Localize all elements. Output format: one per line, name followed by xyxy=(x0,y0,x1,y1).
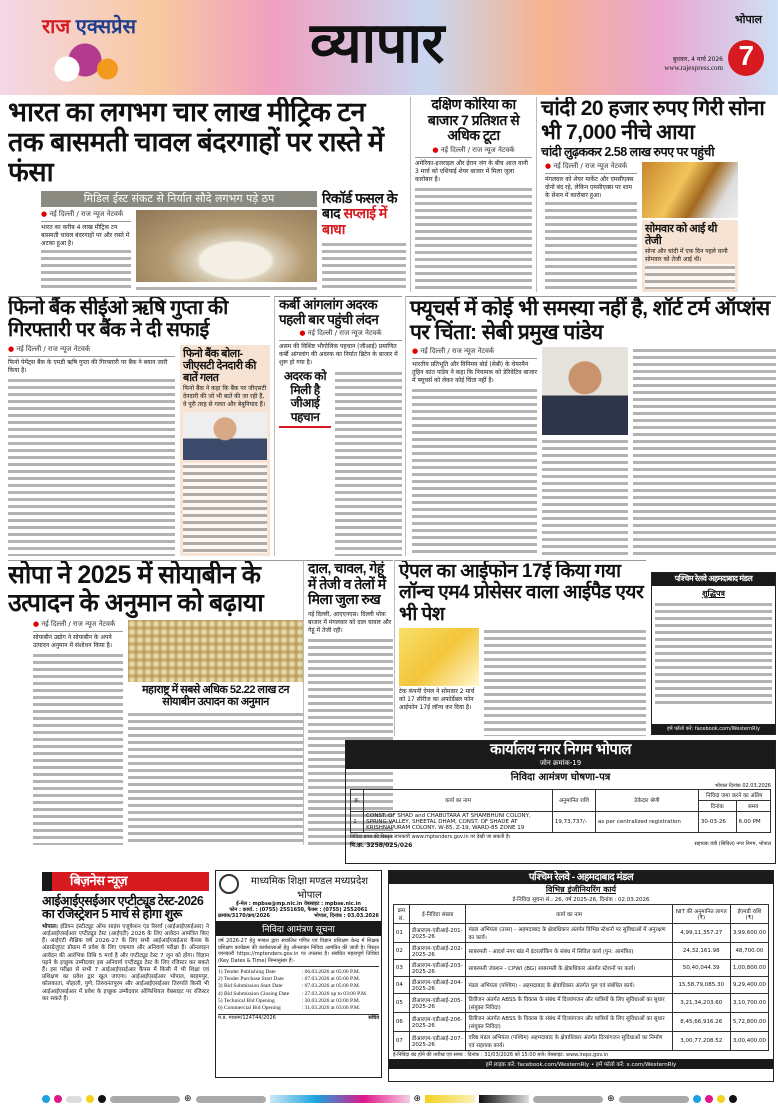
color-scale xyxy=(270,1095,410,1103)
ad-title: माध्यमिक शिक्षा मण्डल मध्यप्रदेश xyxy=(250,876,369,887)
byline: ● नई दिल्ली / राज न्यूज नेटवर्क xyxy=(41,210,131,222)
headline: आईआईएसईआर एप्टीट्यूड टेस्ट-2026 का रजिस्ट्रेशन 5 मार्च से होगा शुरू xyxy=(42,893,204,921)
cell: 4,99,11,357.27 xyxy=(672,924,730,943)
ad-org: पश्चिम रेलवे अहमदाबाद मंडल xyxy=(652,573,775,586)
cell: 8,45,66,916.26 xyxy=(672,1013,730,1032)
cell: 05 xyxy=(393,994,409,1013)
cell: 24,32,161.98 xyxy=(672,943,730,960)
cell: डीआरएम-एडीआई-206-2025-26 xyxy=(409,1013,466,1032)
lead: सोयाबीन उद्योग ने सोयाबीन के अपने उत्पादन अनुमान में संशोधन किया है। xyxy=(33,634,113,649)
cell: 19,73,737/- xyxy=(552,811,595,832)
lead: अमेरिका-इजराइल और ईरान जंग के बीच आज यानी 3 मार्च को एशियाई शेयर बाजार में मिला जुला कारोबार है। xyxy=(415,160,528,184)
table-row xyxy=(393,977,768,994)
ad-title: विभिन्न इंजीनियरिंग कार्य xyxy=(545,885,617,895)
table-row xyxy=(393,1013,768,1032)
side-headline xyxy=(322,191,406,238)
cell: 1,00,800.00 xyxy=(730,960,768,977)
key-date-row xyxy=(218,1005,379,1012)
key-date-label: 6) Commercial Bid Opening xyxy=(218,1005,281,1012)
cyan-dot xyxy=(693,1095,701,1103)
body-text: इंडियन इंस्टीट्यूट ऑफ साइंस एजुकेशन एंड रिसर्च (आईआईएसईआर) ने आईआईएसईआर एप्टीट्यूड टेस्ट (आईएटी) 2026 के लिए आवेदन आमंत्रित किए हैं। आईएटी शैक्षिक वर्ष 2026-27 के लिए सभी आईआईएसईआर कैंपस के अंडरग्रेजुएट प्रोग्राम में प्रवेश के लिए एकमात्र और अनिवार्य परीक्षा है। ऑनलाइन आवेदन की आरंभिक तिथि 5 मार्च है और एप्टीट्यूड टेस्ट 7 जून को होगा। विज्ञान पढ़ने के इच्छुक उम्मीदवार इस अनिवार्य एप्टीट्यूड टेस्ट के लिए रजिस्टर कर सकते हैं। इस परीक्षा से सभी 7 आईआईएसईआर कैंपस में किसी में भी शिक्षा एवं प्रशिक्षण का प्रवेश द्वार खुल जाएगा। आईआईएसईआर भोपाल, बरहमपुर, कोलकाता, मोहाली, पुणे, तिरुवनंतपुरम और आईआईएसईआर तिरुपति किसी भी आईआईएसईआर में प्रवेश के इच्छुक उम्मीदवार ऑफिशियल वेबसाइट पर रजिस्टर कर सकते हैं। xyxy=(42,923,210,1002)
table-row xyxy=(351,811,770,832)
key-date-label: 4) Bid Submission Closing Date xyxy=(218,990,290,997)
magenta-dot xyxy=(54,1095,62,1103)
yellow-dot xyxy=(86,1095,94,1103)
callout: अदरक को मिली है जीआई पहचान xyxy=(279,370,331,428)
ad-footer-ref: म.प्र. माध्यम/124744/2026 xyxy=(218,1015,276,1022)
key-date-row xyxy=(218,983,379,990)
text-column xyxy=(8,345,175,556)
ad-ref: पि.क्र. 3258/025/026 xyxy=(350,841,413,849)
cell: डीआरएम-एडीआई-205-2025-26 xyxy=(409,994,466,1013)
key-date-label: 5) Technical Bid Opening xyxy=(218,997,275,1004)
dateline: भोपाल। xyxy=(42,923,58,930)
ad-municipal-tender xyxy=(345,740,776,864)
ad-footer xyxy=(346,841,775,849)
cell: as per centralized registration xyxy=(596,811,699,832)
black-dot xyxy=(729,1095,737,1103)
cell: 04 xyxy=(393,977,409,994)
gray-bar xyxy=(619,1096,689,1103)
key-date-value: : 30.03.2026 at 03:00 P.M. xyxy=(301,997,361,1004)
table-row xyxy=(393,994,768,1013)
logo-left: राज xyxy=(42,16,71,38)
cell: मंडल अभियंता (पश्चिम) - अहमदाबाद के क्षेत्राधिकार अंतर्गत पुल एवं संबंधित कार्य। xyxy=(466,977,672,994)
th: निविदा जमा करने का अंतिम xyxy=(698,789,770,800)
cell: साबरमती - आदर्श नगर खंड में इंटरलॉकिंग के संबंध में सिविल कार्य (पुन: आमंत्रित) xyxy=(466,943,672,960)
story-basmati xyxy=(8,97,406,292)
th: कार्य का नाम xyxy=(466,905,672,924)
table-row xyxy=(393,1032,768,1051)
ad-railway-tender xyxy=(388,870,774,1082)
th: समय xyxy=(736,800,770,811)
ad-railway-corrigendum xyxy=(651,572,776,735)
key-date-label: 1) Tender Publishing Date xyxy=(218,969,276,975)
story-body xyxy=(41,191,406,292)
banner: महाराष्ट्र में सबसे अधिक 52.22 लाख टन सोयाबीन उत्पादन का अनुमान xyxy=(141,684,290,709)
city: भोपाल xyxy=(734,13,762,26)
story-silver xyxy=(536,97,776,292)
body-text xyxy=(335,370,402,556)
text-column xyxy=(412,347,537,556)
masthead xyxy=(0,0,778,95)
headline: दाल, चावल, गेहूं में तेजी व तेलों में मिला जुला रुख xyxy=(308,560,386,608)
ad-footer: हमें लाइक करें: facebook.com/WesternRly • हमें फॉलो करें: x.com/WesternRly xyxy=(389,1059,773,1069)
byline: ● नई दिल्ली / राज न्यूज नेटवर्क xyxy=(279,329,402,341)
story-body xyxy=(545,162,776,292)
th: क्रम सं. xyxy=(393,905,409,924)
table-row xyxy=(393,943,768,960)
text-column xyxy=(545,162,637,292)
key-date-value: : 31.03.2026 at 03:00 P.M. xyxy=(301,1005,361,1012)
cell: डीआरएम-एडीआई-201-2025-26 xyxy=(409,924,466,943)
ad-footer: हमें फॉलो करें: facebook.com/WesternRly xyxy=(652,724,775,734)
holi-illustration xyxy=(40,42,130,87)
cell: 48,700.00 xyxy=(730,943,768,960)
tender-table xyxy=(393,904,769,1051)
magenta-dot xyxy=(705,1095,713,1103)
story-ginger xyxy=(274,296,402,556)
cell: मंडल अभियंता (उत्तर) - अहमदाबाद के क्षेत्राधिकार अंतर्गत विभिन्न स्टेशनों पर सुविधाओं में अनुरक्षण का कार्य। xyxy=(466,924,672,943)
headline: फ्यूचर्स में कोई भी समस्या नहीं है, शॉर्ट टर्म ऑप्शंस पर चिंता: सेबी प्रमुख पांडेय xyxy=(410,297,770,344)
cell: 06 xyxy=(393,1013,409,1032)
gray-scale xyxy=(479,1095,529,1103)
lead: भारतीय प्रतिभूति और विनिमय बोर्ड (सेबी) के चेयरमैन तुहिन कांत पांडेय ने कहा कि नियामक को डेरिवेटिव बाजार में फ्यूचर्स को लेकर कोई चिंता नहीं है। xyxy=(412,361,537,385)
th: क्र. xyxy=(351,789,364,811)
cell: 9,29,400.00 xyxy=(730,977,768,994)
sebi-chief-photo xyxy=(542,347,628,435)
gray-bar xyxy=(196,1096,266,1103)
cell: डिवीजन अंतर्गत ABSS के विकास के संबंध में दिव्यांगजन और यात्रियों के लिए सुविधाओं का सुधार (संयुक्त निविदा) xyxy=(466,994,672,1013)
cell: 3,10,700.00 xyxy=(730,994,768,1013)
info-box xyxy=(642,220,738,292)
date: बुधवार, 4 मार्च 2026 xyxy=(672,56,723,63)
story-fino xyxy=(8,296,270,556)
yellow-dot xyxy=(717,1095,725,1103)
cell: 30-03-26 xyxy=(698,811,736,832)
ad-text xyxy=(655,601,772,706)
tender-table xyxy=(350,789,770,833)
cell: 5,72,800.00 xyxy=(730,1013,768,1032)
cell: डीआरएम-एडीआई-202-2025-26 xyxy=(409,943,466,960)
yellow-scale xyxy=(425,1095,475,1103)
side-headline-red: सप्लाई में बाधा xyxy=(322,205,387,238)
main-columns xyxy=(41,191,317,292)
lead: नई दिल्ली, आएएनएस। दिल्ली थोक बाजार में मंगलवार को दाल चावल और गेहूं में तेजी रही। xyxy=(308,611,392,635)
cell: साबरमती जंक्शन - CPWI (BG) साबरमती के क्षेत्राधिकार अंतर्गत स्टेशनों पर कार्य। xyxy=(466,960,672,977)
ad-terms: निविदा प्रपत्र की विस्तृत जानकारी www.mptenders.gov.in पर देखी जा सकती है। xyxy=(350,833,511,840)
ad-notice: ई-निविदा सूचना सं.: 26, वर्ष 2025-26, दिनांक : 02.03.2026 xyxy=(512,897,650,904)
byline: ● नई दिल्ली / राज न्यूज नेटवर्क xyxy=(33,620,123,632)
gray-bar xyxy=(66,1096,82,1103)
body-text xyxy=(128,711,303,845)
ad-body: वर्ष 2026-27 हेतु मण्डल द्वारा संचालित गणित एवं विज्ञान प्रशिक्षण केन्द्र में शिक्षक प्रशिक्षण कार्यक्रम की कार्यशालाओं हेतु ऑनलाइन निविदा आमंत्रित की जाती है। विस्तृत जानकारी https://mptenders.gov.in पर उपलब्ध है। संबंधित महत्वपूर्ण तिथियां (Key Dates & Time) निम्नानुसार हैं:- xyxy=(218,938,379,964)
ad-subtitle: निविदा आमंत्रण घोषणा-पत्र xyxy=(510,771,611,783)
ad-contact: ई-मेल : mpbse@mp.nic.in वेबसाइट : mpbse.nic.in xyxy=(236,901,361,907)
side-column xyxy=(322,191,406,292)
th: दिनांक xyxy=(698,800,736,811)
lead: भारत का करीब 4 लाख मीट्रिक टन बासमती चावल बंदरगाहों पर और रास्ते में अटका हुआ है। xyxy=(41,223,130,247)
headline: दक्षिण कोरिया का बाजार 7 प्रतिशत से अधिक टूटा xyxy=(427,97,520,144)
cell: वरिष्ठ मंडल अभियंता (पश्चिम) अहमदाबाद के क्षेत्राधिकार अंतर्गत दिव्यांगजन सुविधाओं का निर्माण एवं सहायक कार्य। xyxy=(466,1032,672,1051)
headline: फिनो बैंक सीईओ ऋषि गुप्ता की गिरफ्तारी पर बैंक ने दी सफाई xyxy=(8,297,228,342)
key-date-value: : 06.03.2026 at 05:00 P.M. xyxy=(301,969,361,975)
th: ईएमडी राशि (₹) xyxy=(730,905,768,924)
th: कार्य का नाम xyxy=(364,789,553,811)
table-row xyxy=(393,924,768,943)
ad-ref: क्रमांक/3170/क्रय/2026 xyxy=(218,913,271,919)
body-text xyxy=(412,387,537,556)
cell: 3,00,77,208.52 xyxy=(672,1032,730,1051)
story-body xyxy=(399,628,646,736)
body xyxy=(42,924,209,1003)
cell: 3,99,600.00 xyxy=(730,924,768,943)
crosshair-icon: ⊕ xyxy=(607,1094,615,1104)
lead: फिनो पेमेंट्स बैंक के एमडी ऋषि गुप्ता की गिरफ्तारी पर बैंक ने बयान जारी किया है। xyxy=(8,358,168,374)
key-date-label: 2) Tender Purchase Start Date xyxy=(218,976,284,983)
cell: CONST. OF SHAD and CHABUTARA AT SHAMBHUNI COLONY, SPRING VALLEY, SHEETAL DHAM, CONST. OF SHADE AT KRISHNAPURAM COLONY, W-85, Z-19, WARD-85 ZONE 19 xyxy=(364,811,553,832)
callout-row xyxy=(279,370,402,556)
cell: 07 xyxy=(393,1032,409,1051)
cell: 50,40,044.39 xyxy=(672,960,730,977)
crosshair-icon: ⊕ xyxy=(413,1094,422,1104)
th: NIT की अनुमानित लागत (₹) xyxy=(672,905,730,924)
ad-title: शुद्धिपत्र xyxy=(702,588,725,598)
ceo-photo xyxy=(183,412,267,460)
lead: मंगलवार को शेयर मार्केट और एमसीएक्स दोनों बंद रहे, लेकिन एमसीएक्स पर शाम के सेशन में कारोबार हुआ। xyxy=(545,176,634,200)
key-date-label: 3) Bid Submission Start Date xyxy=(218,983,283,990)
cell: डीआरएम-एडीआई-207-2025-26 xyxy=(409,1032,466,1051)
ad-mpbse-tender xyxy=(215,870,382,1078)
cell: 3,21,34,203.60 xyxy=(672,994,730,1013)
ad-signatory: सचिव xyxy=(368,1015,379,1022)
body-text xyxy=(8,377,175,556)
text-column xyxy=(33,620,123,845)
section-title: व्यापार xyxy=(310,11,444,74)
section-label: बिज़नेस न्यूज़ xyxy=(42,872,209,891)
key-date-row xyxy=(218,991,379,998)
ad-closing: ई-निविदा बंद होने की तारीख एवं समय : दिनांक : 31/03/2026 को 15:00 बजे। वेबसाइट: www.ireps.gov.in xyxy=(393,1052,609,1059)
key-date-value: : 27.03.2026 up to 03:00 P.M. xyxy=(301,990,368,997)
cell: 03 xyxy=(393,960,409,977)
ad-zone: जोन क्रमांक-19 xyxy=(539,758,582,767)
page-number: 7 xyxy=(728,40,764,76)
cell: 1 xyxy=(351,811,364,832)
image-column xyxy=(128,620,303,845)
soybean-image xyxy=(128,620,303,682)
cell: 6.00 PM xyxy=(736,811,770,832)
th: ठेकेदार श्रेणी xyxy=(596,789,699,811)
ad-date: भोपाल दिनांक 02.03.2026 xyxy=(714,782,771,789)
body-text xyxy=(633,347,776,556)
key-dates xyxy=(218,966,379,1012)
story-sebi xyxy=(405,296,776,556)
story-soya xyxy=(8,560,303,845)
body-text xyxy=(545,200,637,292)
text-column xyxy=(41,210,131,292)
ad-ref-date: भोपाल, दिनांक : 03.03.2026 xyxy=(314,913,379,919)
key-date-value: : 07.03.2026 at 05:00 P.M. xyxy=(301,983,361,990)
key-date-row xyxy=(218,998,379,1005)
headline: ऐपल का आईफोन 17ई किया गया लॉन्च एम4 प्रोसेसर वाला आईपैड एयर भी पेश xyxy=(399,561,644,625)
cell: 02 xyxy=(393,943,409,960)
black-dot xyxy=(98,1095,106,1103)
box-text: फिनो बैंक ने कहा कि बैंक पर जीएसटी देनदारी की जो भी बातें की जा रही हैं, वे पूरी तरह से गलत और बेबुनियाद हैं। xyxy=(183,384,267,408)
gray-bar xyxy=(533,1096,603,1103)
headline: भारत का लगभग चार लाख मीट्रिक टन तक बासमती चावल बंदरगाहों पर रास्ते में फंसा xyxy=(8,97,384,188)
ad-footer xyxy=(218,1014,379,1021)
body-text xyxy=(484,628,646,736)
subhead: चांदी लुढ़ककर 2.58 लाख रुपए पर पहुंची xyxy=(541,145,715,160)
ad-notice: निविदा आमंत्रण सूचना xyxy=(216,921,381,936)
cell: 15,58,79,085.30 xyxy=(672,977,730,994)
ad-city: भोपाल xyxy=(297,890,322,901)
table-row xyxy=(393,960,768,977)
story-apple xyxy=(394,560,646,736)
business-news xyxy=(42,872,209,1003)
story-body xyxy=(8,345,270,556)
body-text xyxy=(542,438,628,556)
ad-signatory: सहायक यंत्री (सिविल) नगर निगम, भोपाल xyxy=(694,840,771,847)
gold-silver-image xyxy=(642,162,738,218)
website: www.rajexpress.com xyxy=(664,64,723,72)
columns xyxy=(41,210,317,292)
rice-sack-image xyxy=(136,210,317,282)
body-text xyxy=(41,248,131,292)
th: अनुमानित राशि xyxy=(552,789,595,811)
ad-title: कार्यालय नगर निगम भोपाल xyxy=(490,741,631,758)
side-headline-2: बाद xyxy=(322,205,341,222)
image-column xyxy=(642,162,738,292)
body-text xyxy=(33,652,123,845)
photo-column xyxy=(542,347,628,556)
key-date-value: : 07.03.2026 at 05:00 P.M. xyxy=(301,976,361,983)
body-text xyxy=(645,264,735,289)
image-column xyxy=(399,628,479,736)
byline: ● नई दिल्ली / राज न्यूज नेटवर्क xyxy=(412,347,537,359)
cell: 3,00,400.00 xyxy=(730,1032,768,1051)
body-text xyxy=(136,285,317,292)
logo-right: एक्सप्रेस xyxy=(75,16,137,38)
cell: 01 xyxy=(393,924,409,943)
cell: डीआरएम-एडीआई-203-2025-26 xyxy=(409,960,466,977)
print-registration-marks xyxy=(42,1094,772,1104)
info-box xyxy=(180,345,270,556)
ad-org: पश्चिम रेलवे - अहमदाबाद मंडल xyxy=(389,871,773,884)
iphone-image xyxy=(399,628,479,686)
gray-bar xyxy=(110,1096,180,1103)
headline: सोपा ने 2025 में सोयाबीन के उत्पादन के अनुमान को बढ़ाया xyxy=(8,561,264,617)
ad-header xyxy=(346,741,775,769)
story-body xyxy=(412,347,776,556)
crosshair-icon: ⊕ xyxy=(184,1094,192,1104)
cell: डिवीजन अंतर्गत ABSS के विकास के संबंध में दिव्यांगजन और यात्रियों के लिए सुविधाओं का सुधार (संयुक्त निविदा) xyxy=(466,1013,672,1032)
box-title: फिनो बैंक बोला- जीएसटी देनदारी की बातें गलत xyxy=(183,347,256,385)
banner: मिडिल ईस्ट संकट से निर्यात सौदे लगभग पड़े ठप xyxy=(41,191,317,207)
emblem-icon xyxy=(219,874,239,894)
headline: चांदी 20 हजार रुपए गिरी सोना भी 7,000 नीचे आया xyxy=(541,97,765,144)
story-body xyxy=(33,620,303,845)
th: ई-निविदा संख्या xyxy=(409,905,466,924)
body-text xyxy=(322,241,406,292)
side-headline-1: रिकॉर्ड फसल के xyxy=(322,189,398,206)
lead: असम की विशिष्ट भौगोलिक पहचान (जीआई) प्रमाणित कर्बी आंगलांग की अदरक का निर्यात ब्रिटेन के बाजार में शुरू हो गया है। xyxy=(279,343,398,367)
body-text xyxy=(415,186,532,292)
lead: टेक कंपनी ऐपल ने सोमवार 2 मार्च को 17 सीरीज का अफोर्डेबल फोन आईफोन 17ई लॉन्च कर दिया है। xyxy=(399,687,475,711)
byline: ● नई दिल्ली / राज न्यूज नेटवर्क xyxy=(415,146,532,158)
headline: कर्बी आंगलांग अदरक पहली बार पहुंची लंदन xyxy=(279,297,379,328)
image-column xyxy=(136,210,317,292)
ad-ref-row xyxy=(218,913,379,919)
body-text xyxy=(183,463,267,553)
box-title: सोमवार को आई थी तेजी xyxy=(645,223,717,248)
ad-contact: फोन : कार्या. : (0755) 2551650, फैक्स : (0755) 2552061 xyxy=(229,907,368,913)
box-text: सोना और चांदी में एक दिन पहले यानी सोमवार को तेजी आई थी। xyxy=(645,247,728,263)
logo xyxy=(42,12,136,39)
byline: ● नई दिल्ली / राज न्यूज नेटवर्क xyxy=(545,162,637,174)
cell: डीआरएम-एडीआई-204-2025-26 xyxy=(409,977,466,994)
story-korea xyxy=(410,97,532,292)
cyan-dot xyxy=(42,1095,50,1103)
byline: ● नई दिल्ली / राज न्यूज नेटवर्क xyxy=(8,345,175,357)
